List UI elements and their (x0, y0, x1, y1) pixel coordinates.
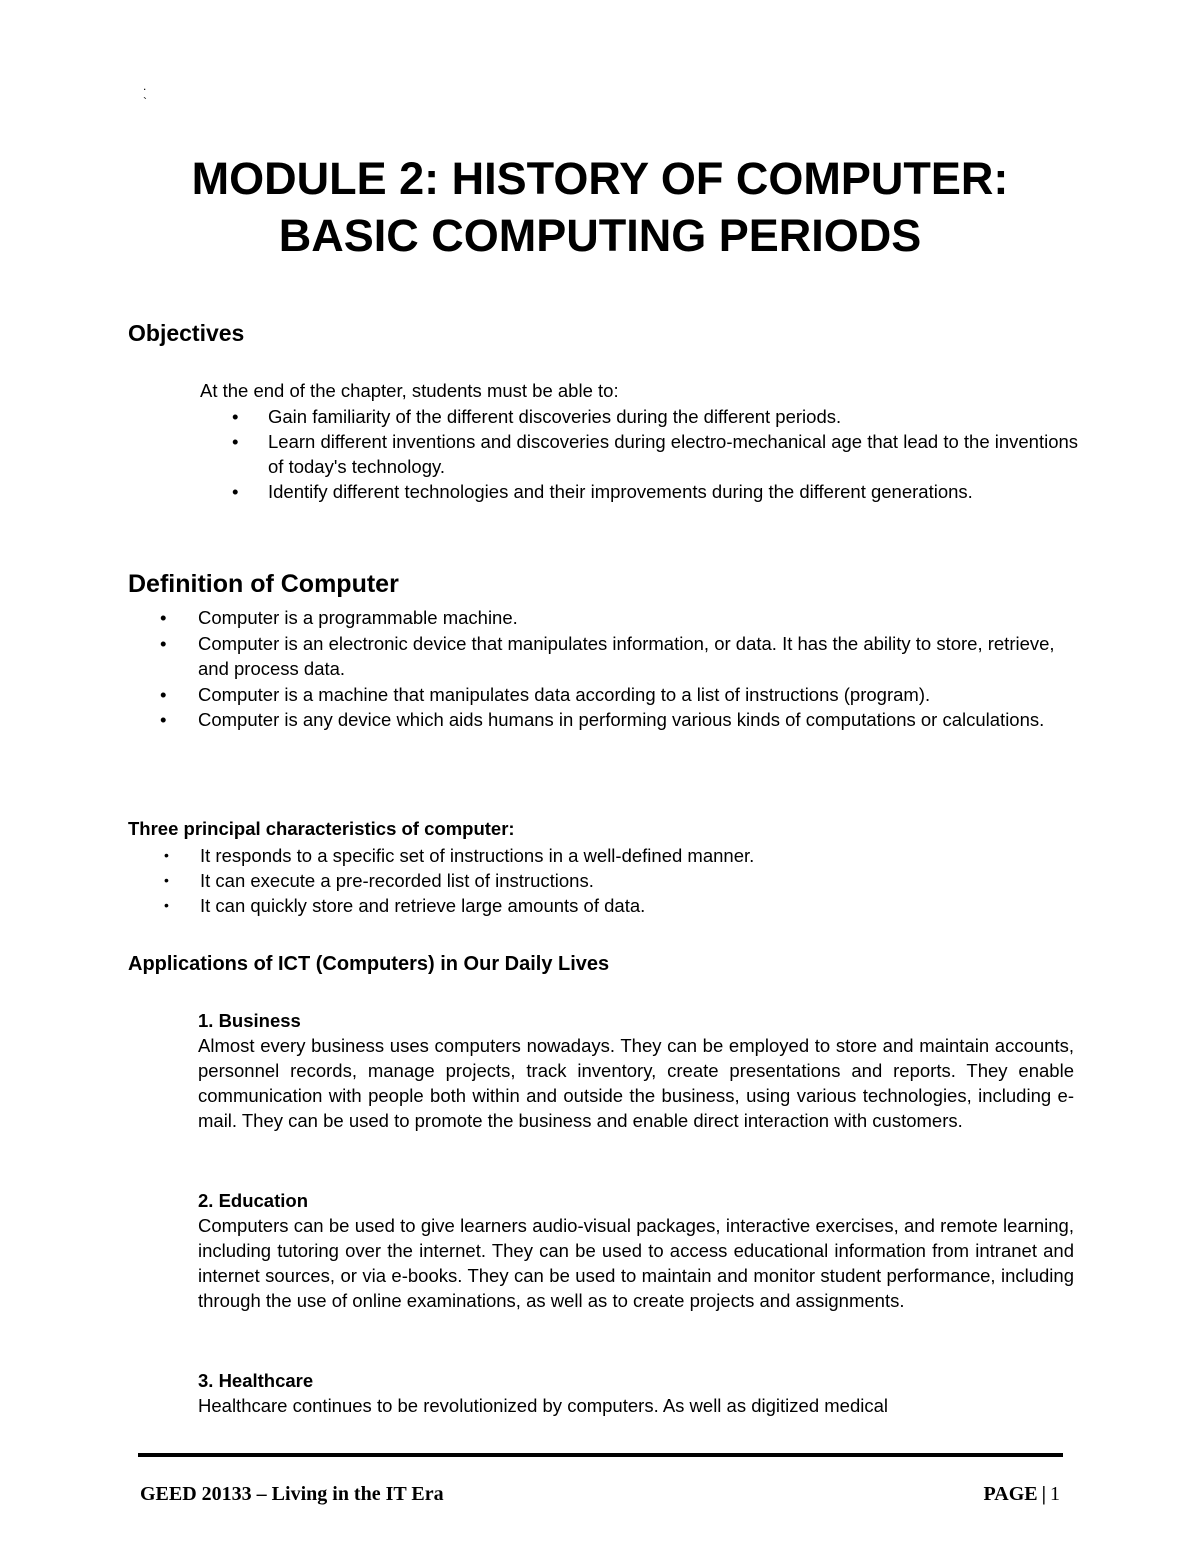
definition-list (128, 605, 1078, 733)
bullet-icon: • (160, 632, 167, 654)
application-education (198, 1188, 1074, 1313)
objectives-list (200, 404, 1080, 504)
definition-text: Computer is any device which aids humans in performing various kinds of computations or calculations. (198, 709, 1045, 730)
page-title (0, 150, 1200, 264)
corner-mark: . (143, 79, 147, 93)
objective-text: Identify different technologies and their improvements during the different generations. (268, 481, 973, 502)
applications-heading: Applications of ICT (Computers) in Our Daily Lives (128, 953, 610, 975)
application-healthcare (198, 1368, 1074, 1418)
list-item (128, 868, 1078, 893)
characteristic-text: It can execute a pre-recorded list of instructions. (200, 870, 594, 891)
bullet-icon: • (164, 872, 169, 888)
bullet-icon: • (232, 431, 239, 452)
objective-text: Gain familiarity of the different discoveries during the different periods. (268, 406, 842, 427)
application-title: 3. Healthcare (198, 1370, 314, 1391)
application-title: 1. Business (198, 1010, 301, 1031)
characteristics-heading: Three principal characteristics of computer: (128, 818, 515, 839)
title-line-1: MODULE 2: HISTORY OF COMPUTER: (191, 153, 1009, 204)
page-separator: | (1041, 1483, 1046, 1505)
characteristics-list (128, 843, 1078, 918)
application-title: 2. Education (198, 1190, 308, 1211)
page-label: PAGE (983, 1483, 1038, 1505)
list-item (128, 605, 1078, 631)
characteristic-text: It responds to a specific set of instructions in a well-defined manner. (200, 845, 755, 866)
footer-course-title: GEED 20133 – Living in the IT Era (140, 1483, 444, 1505)
title-line-2: BASIC COMPUTING PERIODS (278, 210, 922, 261)
bullet-icon: • (164, 847, 169, 863)
definition-text: Computer is an electronic device that manipulates information, or data. It has the ability to store, retrieve, and process data. (198, 632, 1055, 679)
list-item (128, 682, 1078, 708)
list-item (128, 843, 1078, 868)
footer-divider (138, 1453, 1063, 1457)
application-body: Computers can be used to give learners audio-visual packages, interactive exercises, and remote learning, including tutoring over the internet. They can be used to access educational information from intranet and internet sources, or via e-books. They can be used to maintain and monitor student performance, including through the use of online examinations, as well as to create projects and assignments. (198, 1215, 1074, 1311)
footer-page-indicator (984, 1483, 1060, 1506)
bullet-icon: • (232, 406, 239, 427)
bullet-icon: • (160, 709, 167, 730)
bullet-icon: • (160, 683, 167, 705)
application-business (198, 1008, 1074, 1133)
list-item (128, 631, 1078, 682)
definition-text: Computer is a machine that manipulates data according to a list of instructions (program). (198, 683, 931, 705)
list-item (200, 429, 1080, 479)
list-item (200, 479, 1080, 504)
objectives-intro: At the end of the chapter, students must be able to: (200, 380, 619, 401)
list-item (128, 893, 1078, 918)
list-item (200, 404, 1080, 429)
definition-heading: Definition of Computer (128, 570, 399, 598)
characteristic-text: It can quickly store and retrieve large amounts of data. (200, 895, 646, 916)
bullet-icon: • (160, 607, 167, 628)
bullet-icon: • (232, 481, 239, 502)
list-item (128, 707, 1078, 733)
objectives-heading: Objectives (128, 320, 245, 346)
bullet-icon: • (164, 897, 169, 913)
page-number: 1 (1050, 1483, 1060, 1505)
definition-text: Computer is a programmable machine. (198, 607, 518, 628)
corner-mark: ` (143, 95, 147, 109)
application-body: Almost every business uses computers nowadays. They can be employed to store and maintain accounts, personnel records, manage projects, track inventory, create presentations and reports. They enable communication with people both within and outside the business, using various technologies, including e-mail. They can be used to promote the business and enable direct interaction with customers. (198, 1035, 1074, 1131)
corner-marks (143, 78, 147, 110)
objective-text: Learn different inventions and discoveries during electro-mechanical age that lead to the inventions of today's technology. (268, 431, 1079, 477)
application-body: Healthcare continues to be revolutionized by computers. As well as digitized medical (198, 1395, 889, 1416)
